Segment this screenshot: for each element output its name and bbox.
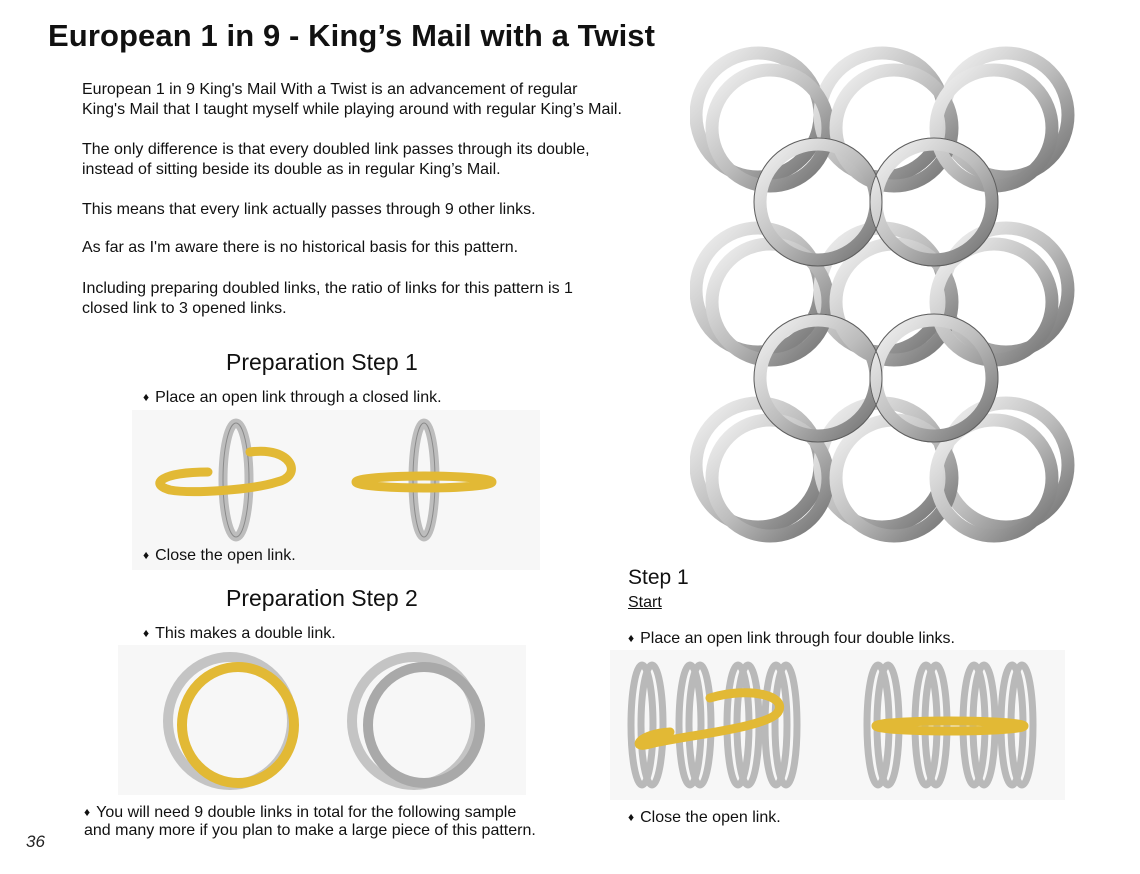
intro-paragraph-4 — [82, 238, 692, 258]
intro-line: This means that every link actually passes through 9 other links. — [82, 201, 536, 218]
intro-paragraph-5 — [82, 279, 692, 319]
prep-step-1-bullet-b — [143, 545, 296, 566]
step-1-subheading: Start — [628, 594, 662, 611]
bullet-text: Close the open link. — [640, 809, 781, 826]
bullet-text: Place an open link through a closed link. — [155, 389, 442, 406]
prep-step-1-heading: Preparation Step 1 — [226, 349, 418, 375]
bullet-icon: ♦ — [628, 631, 635, 645]
step-1-bullet-b — [628, 807, 781, 828]
page-number: 36 — [26, 832, 45, 851]
prep-step-2-heading: Preparation Step 2 — [226, 585, 418, 611]
step-1-bullet-a — [628, 628, 955, 649]
intro-line: King's Mail that I taught myself while playing around with regular King’s Mail. — [82, 101, 622, 118]
bullet-text: This makes a double link. — [155, 625, 336, 642]
prep-step-1-bullet-a — [143, 387, 442, 408]
prep-step-2-bullet-a — [143, 623, 336, 644]
intro-line: instead of sitting beside its double as in regular King’s Mail. — [82, 161, 501, 178]
intro-line: Including preparing doubled links, the ratio of links for this pattern is 1 — [82, 280, 573, 297]
intro-line: As far as I'm aware there is no historical basis for this pattern. — [82, 239, 519, 256]
step-1-heading: Step 1 — [628, 566, 689, 589]
prep-step-2-image — [118, 645, 526, 795]
prep-step-2-bullet-b-line2: and many more if you plan to make a large piece of this pattern. — [84, 822, 536, 839]
intro-paragraph-3 — [82, 200, 692, 220]
bullet-text: Close the open link. — [155, 547, 296, 564]
bullet-icon: ♦ — [84, 805, 91, 819]
page-title: European 1 in 9 - King’s Mail with a Twist — [48, 18, 656, 53]
bullet-icon: ♦ — [143, 626, 150, 640]
bullet-text: You will need 9 double links in total for the following sample — [96, 804, 517, 821]
intro-paragraph-2 — [82, 140, 692, 180]
intro-line: European 1 in 9 King's Mail With a Twist is an advancement of regular — [82, 81, 578, 98]
bullet-icon: ♦ — [143, 390, 150, 404]
intro-line: The only difference is that every doubled link passes through its double, — [82, 141, 590, 158]
intro-paragraph-1 — [82, 80, 692, 120]
prep-step-2-bullet-b — [84, 802, 516, 823]
bullet-icon: ♦ — [628, 810, 635, 824]
intro-line: closed link to 3 opened links. — [82, 300, 287, 317]
chainmail-pattern-image — [690, 30, 1075, 550]
bullet-icon: ♦ — [143, 548, 150, 562]
bullet-text: Place an open link through four double links. — [640, 630, 955, 647]
step-1-image — [610, 650, 1065, 800]
